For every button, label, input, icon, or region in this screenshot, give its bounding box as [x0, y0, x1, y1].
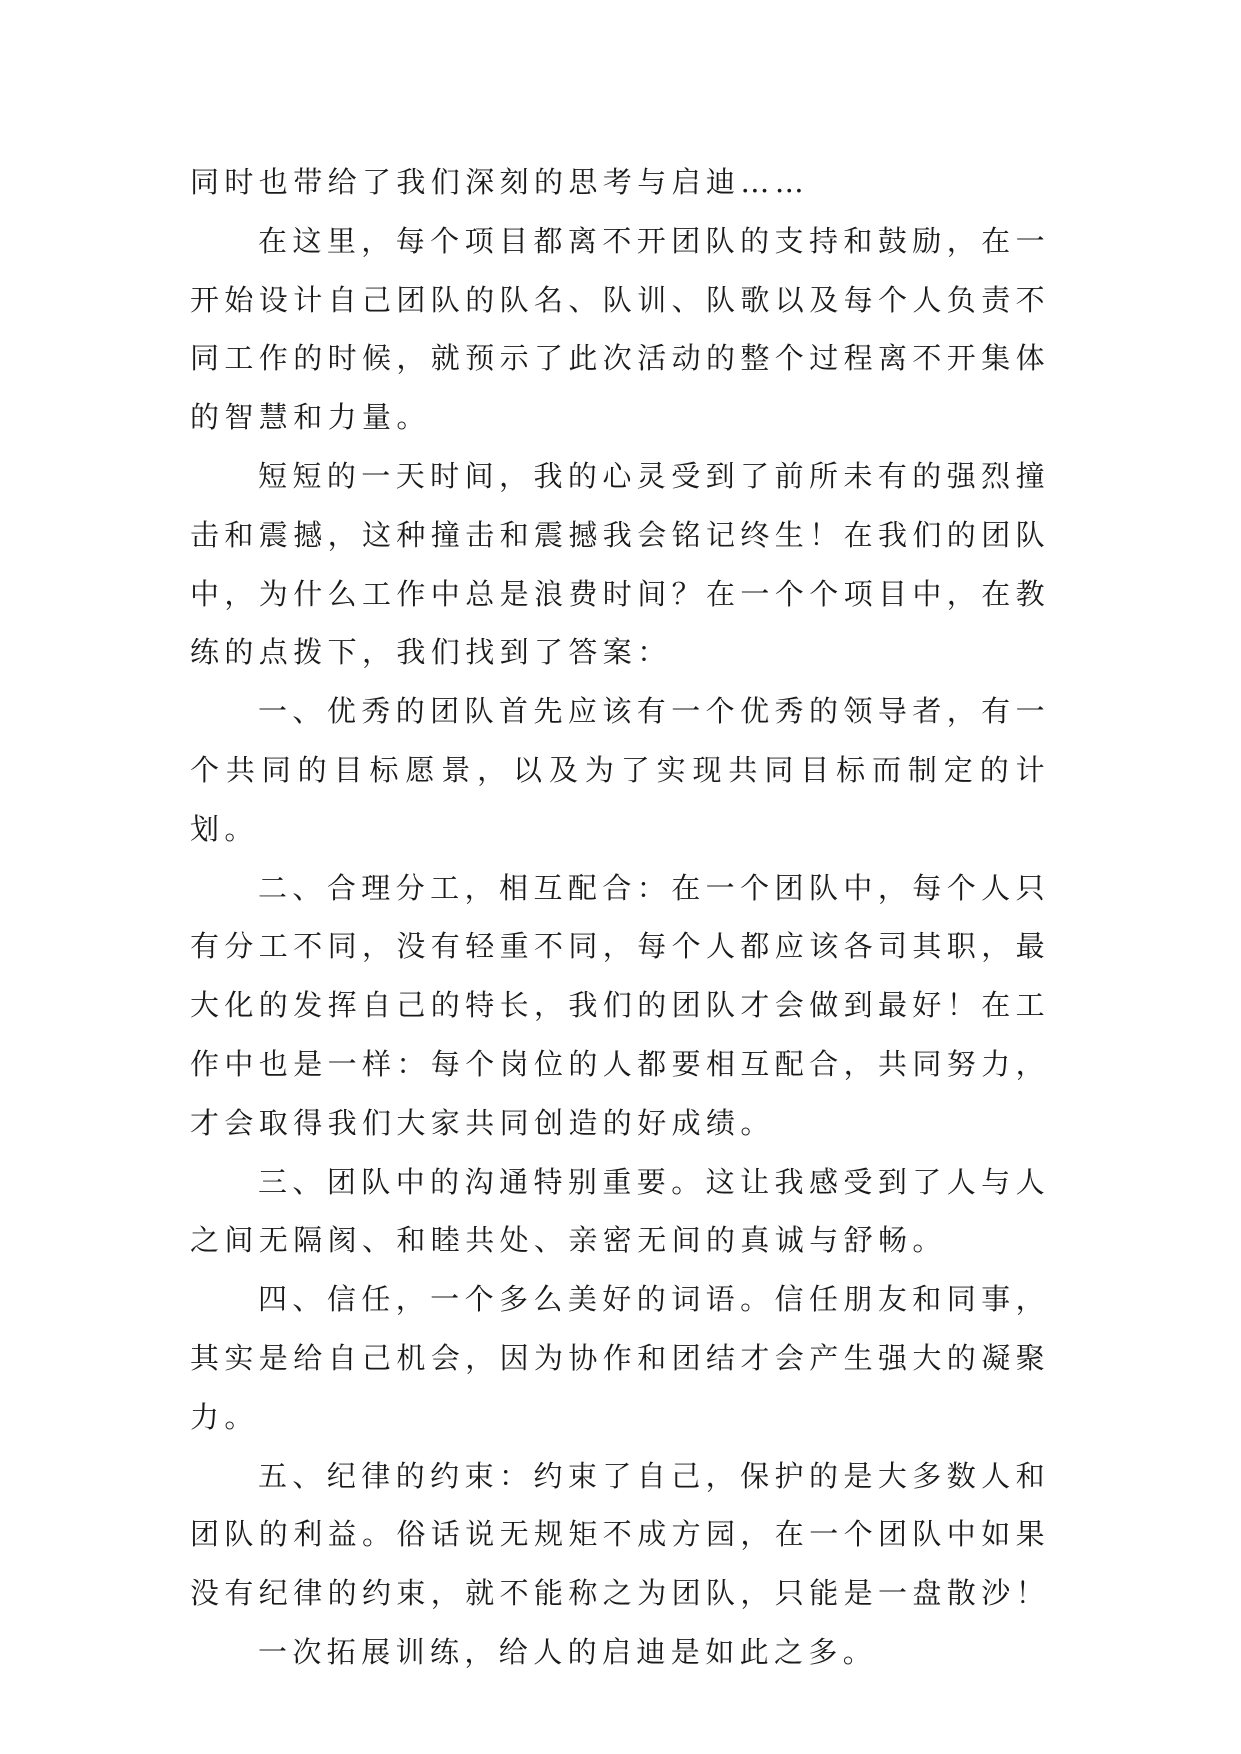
- paragraph-conclusion: 一次拓展训练，给人的启迪是如此之多。: [258, 1634, 878, 1669]
- paragraph-one-day: 短短的一天时间，我的心灵受到了前所未有的强烈撞击和震撼，这种撞击和震撼我会铭记终生！在我们的团队中，为什么工作中总是浪费时间？在一个个项目中，在教练的点拨下，我们找到了答案：: [190, 458, 1051, 670]
- document-body: [190, 153, 1050, 1682]
- paragraph-team-support: 在这里，每个项目都离不开团队的支持和鼓励，在一开始设计自己团队的队名、队训、队歌以及每个人负责不同工作的时候，就预示了此次活动的整个过程离不开集体的智慧和力量。: [190, 223, 1051, 435]
- paragraph-point-five: 五、纪律的约束：约束了自己，保护的是大多数人和团队的利益。俗话说无规矩不成方园，在一个团队中如果没有纪律的约束，就不能称之为团队，只能是一盘散沙！: [190, 1458, 1051, 1611]
- paragraph-continuation: 同时也带给了我们深刻的思考与启迪……: [190, 165, 810, 199]
- paragraph-point-two: 二、合理分工，相互配合：在一个团队中，每个人只有分工不同，没有轻重不同，每个人都应该各司其职，最大化的发挥自己的特长，我们的团队才会做到最好！在工作中也是一样：每个岗位的人都要相互配合，共同努力，才会取得我们大家共同创造的好成绩。: [190, 870, 1051, 1140]
- paragraph-point-four: 四、信任，一个多么美好的词语。信任朋友和同事，其实是给自己机会，因为协作和团结才会产生强大的凝聚力。: [190, 1282, 1051, 1434]
- paragraph-point-three: 三、团队中的沟通特别重要。这让我感受到了人与人之间无隔阂、和睦共处、亲密无间的真诚与舒畅。: [190, 1164, 1050, 1258]
- paragraph-point-one: 一、优秀的团队首先应该有一个优秀的领导者，有一个共同的目标愿景，以及为了实现共同目标而制定的计划。: [190, 694, 1050, 846]
